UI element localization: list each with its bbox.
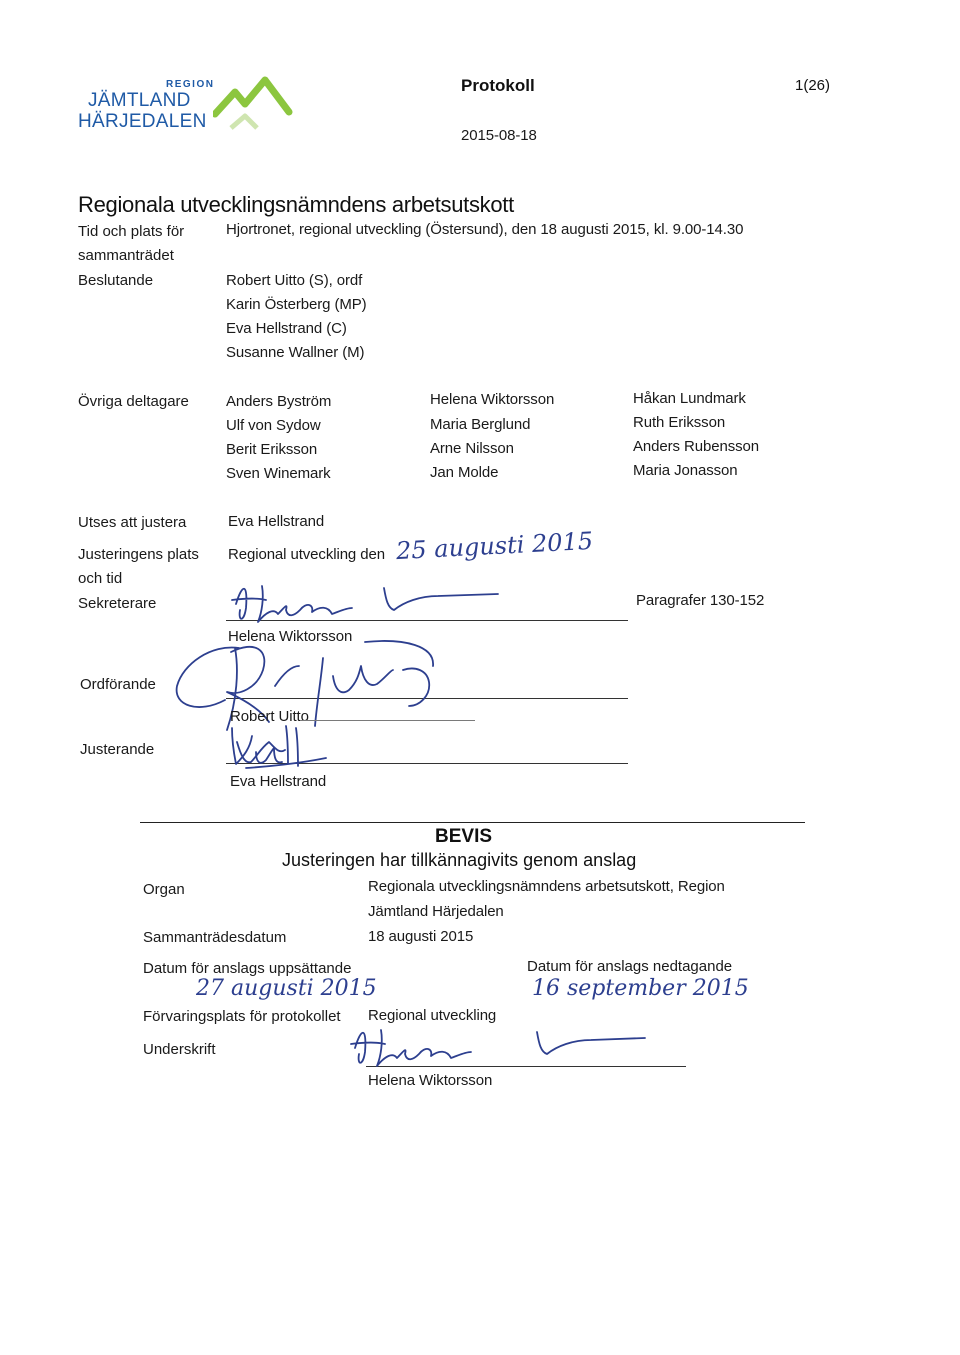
- logo-region-text: REGION: [166, 79, 215, 90]
- deciders-label: Beslutande: [78, 272, 154, 289]
- justering-place-label-1: Justeringens plats: [78, 546, 199, 563]
- signature-label: Underskrift: [143, 1041, 216, 1058]
- removed-date-handwritten: 16 september 2015: [532, 976, 749, 1001]
- participant: Arne Nilsson: [430, 440, 514, 457]
- organ-label: Organ: [143, 881, 185, 898]
- participant: Anders Rubensson: [633, 438, 759, 455]
- doc-type: Protokoll: [461, 76, 535, 95]
- handwritten-justering-date: 25 augusti 2015: [395, 526, 594, 566]
- chair-label: Ordförande: [80, 676, 156, 693]
- organ-value-2: Jämtland Härjedalen: [368, 903, 504, 920]
- posted-date-handwritten: 27 augusti 2015: [196, 976, 377, 1001]
- meeting-date-label: Sammanträdesdatum: [143, 929, 287, 946]
- participant: Berit Eriksson: [226, 441, 318, 458]
- others-label: Övriga deltagare: [78, 393, 189, 410]
- signer-name: Helena Wiktorsson: [368, 1072, 493, 1089]
- adjuster-name: Eva Hellstrand: [228, 513, 325, 530]
- decider-1: Robert Uitto (S), ordf: [226, 272, 363, 289]
- participant: Ulf von Sydow: [226, 417, 321, 434]
- participant: Ruth Eriksson: [633, 414, 726, 431]
- page-number: 1(26): [795, 77, 831, 94]
- secretary-label: Sekreterare: [78, 595, 157, 612]
- bevis-subheading: Justeringen har tillkännagivits genom anslag: [282, 850, 637, 870]
- bevis-signature-icon: [345, 1022, 655, 1072]
- place-label-2: sammanträdet: [78, 247, 174, 264]
- organ-value-1: Regionala utvecklingsnämndens arbetsutskott, Region: [368, 878, 725, 895]
- bevis-heading: BEVIS: [435, 826, 493, 847]
- region-logo: [78, 76, 308, 146]
- chair-name: Robert Uitto: [230, 708, 309, 725]
- secretary-name: Helena Wiktorsson: [228, 628, 353, 645]
- paragraphs-range: Paragrafer 130-152: [636, 592, 765, 609]
- secretary-signature-icon: [228, 578, 528, 628]
- adjuster-signature-icon: [226, 722, 336, 772]
- participant: Jan Molde: [430, 464, 499, 481]
- participant: Maria Berglund: [430, 416, 531, 433]
- adjuster-label: Utses att justera: [78, 514, 187, 531]
- doc-date: 2015-08-18: [461, 127, 537, 144]
- storage-label: Förvaringsplats för protokollet: [143, 1008, 341, 1025]
- bevis-divider: [140, 822, 805, 823]
- posted-date-label: Datum för anslags uppsättande: [143, 960, 352, 977]
- decider-4: Susanne Wallner (M): [226, 344, 365, 361]
- chair-name-underline: [300, 720, 475, 721]
- participant: Anders Byström: [226, 393, 332, 410]
- logo-line-1: JÄMTLAND: [88, 90, 191, 111]
- justering-place-value: Regional utveckling den: [228, 546, 385, 563]
- meeting-date-value: 18 augusti 2015: [368, 928, 474, 945]
- participant: Sven Winemark: [226, 465, 331, 482]
- page-title: Regionala utvecklingsnämndens arbetsutskott: [78, 192, 514, 217]
- place-value: Hjortronet, regional utveckling (Östersund), den 18 augusti 2015, kl. 9.00-14.30: [226, 221, 744, 238]
- participant: Helena Wiktorsson: [430, 391, 555, 408]
- place-label-1: Tid och plats för: [78, 223, 185, 240]
- decider-3: Eva Hellstrand (C): [226, 320, 347, 337]
- removed-date-label: Datum för anslags nedtagande: [527, 958, 733, 975]
- justering-place-label-2: och tid: [78, 570, 123, 587]
- mountain-logo-icon: [213, 76, 303, 136]
- participant: Håkan Lundmark: [633, 390, 746, 407]
- adjuster-sign-label: Justerande: [80, 741, 155, 758]
- participant: Maria Jonasson: [633, 462, 738, 479]
- logo-line-2: HÄRJEDALEN: [78, 111, 207, 132]
- adjuster-sign-name: Eva Hellstrand: [230, 773, 327, 790]
- decider-2: Karin Österberg (MP): [226, 296, 367, 313]
- storage-value: Regional utveckling: [368, 1007, 497, 1024]
